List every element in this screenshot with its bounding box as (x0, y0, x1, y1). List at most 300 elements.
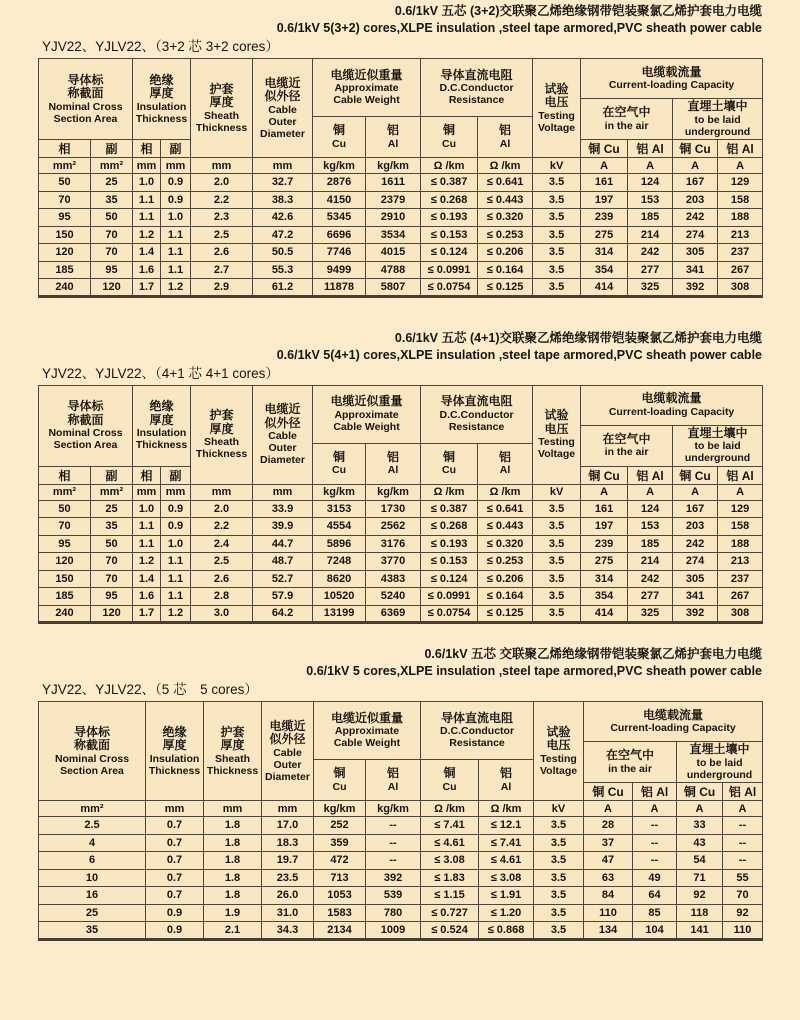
table-cell: 6369 (366, 605, 421, 623)
col-header-weight: 电缆近似重量 Approximate Cable Weight (313, 59, 421, 117)
unit-cell: A (723, 801, 763, 817)
section1-model-line: YJV22、YJLV22、（3+2 芯 3+2 cores） (42, 39, 279, 54)
table-cell: 85 (633, 904, 677, 922)
table-cell: ≤ 0.206 (478, 244, 533, 262)
unit-cell: A (677, 801, 723, 817)
table-cell: ≤ 0.253 (478, 553, 533, 571)
table-cell: 1.8 (204, 869, 262, 887)
table-cell: 167 (673, 174, 718, 192)
table-cell: 392 (366, 869, 421, 887)
table-cell: 414 (581, 279, 628, 297)
table-cell: 95 (91, 261, 133, 279)
table-cell: 197 (581, 191, 628, 209)
table-cell: 1053 (314, 887, 366, 905)
table-cell: -- (723, 834, 763, 852)
col-header-resistance-cu: 铜 Cu (421, 760, 479, 801)
unit-cell: mm (253, 484, 313, 500)
table-cell: ≤ 0.320 (478, 209, 533, 227)
table-cell: 63 (584, 869, 633, 887)
col-header-und-al: 铝 Al (718, 466, 763, 484)
col-header-aux: 副 (161, 466, 191, 484)
table-cell: 3.5 (534, 887, 584, 905)
table-cell: 158 (718, 518, 763, 536)
table-cell: 2.0 (191, 174, 253, 192)
table-row (39, 817, 763, 835)
col-header-und-al: 铝 Al (718, 140, 763, 158)
table-cell: 305 (673, 570, 718, 588)
spec-table-5cores (38, 701, 763, 941)
table-cell: 37 (584, 834, 633, 852)
table-cell: 197 (581, 518, 628, 536)
table-cell: ≤ 1.15 (421, 887, 479, 905)
table-cell: 124 (628, 174, 673, 192)
unit-cell: kg/km (366, 801, 421, 817)
table-cell: ≤ 3.08 (479, 869, 534, 887)
table-cell: 84 (584, 887, 633, 905)
table-cell: 2.5 (191, 226, 253, 244)
col-header-resistance: 导体直流电阻 D.C.Conductor Resistance (421, 59, 533, 117)
table-cell: ≤ 0.727 (421, 904, 479, 922)
col-header-air-cu: 铜 Cu (581, 140, 628, 158)
col-header-outer-diameter: 电缆近 似外径 Cable Outer Diameter (262, 702, 314, 801)
table-cell: 0.9 (161, 500, 191, 518)
unit-cell: kg/km (313, 484, 366, 500)
table-cell: 308 (718, 279, 763, 297)
table-cell: 1.1 (133, 191, 161, 209)
table-row (39, 279, 763, 297)
table-cell: 3.5 (533, 209, 581, 227)
table-row (39, 605, 763, 623)
table-cell: 2876 (313, 174, 366, 192)
table-cell: 0.7 (146, 887, 204, 905)
table-cell: 539 (366, 887, 421, 905)
table-cell: 240 (39, 605, 91, 623)
col-header-insulation: 绝缘 厚度 Insulation Thickness (146, 702, 204, 801)
table-cell: 314 (581, 244, 628, 262)
table-cell: 47.2 (253, 226, 313, 244)
table-cell: 3.5 (534, 852, 584, 870)
col-header-underground: 直埋土壤中 to be laid underground (673, 425, 763, 466)
table-cell: 35 (91, 518, 133, 536)
table-cell: 6 (39, 852, 146, 870)
table-cell: ≤ 0.193 (421, 209, 478, 227)
table-cell: 2.3 (191, 209, 253, 227)
table-cell: 7746 (313, 244, 366, 262)
unit-cell: A (581, 158, 628, 174)
table-cell: 3.5 (533, 226, 581, 244)
table-cell: 1.1 (161, 588, 191, 606)
table-cell: 44.7 (253, 535, 313, 553)
table-cell: 0.9 (161, 518, 191, 536)
unit-cell: Ω /km (478, 484, 533, 500)
col-header-air-cu: 铜 Cu (581, 466, 628, 484)
col-header-weight: 电缆近似重量 Approximate Cable Weight (314, 702, 421, 760)
col-header-phase: 相 (39, 466, 91, 484)
table-cell: 150 (39, 226, 91, 244)
table-cell: 185 (39, 261, 91, 279)
col-header-phase: 相 (39, 140, 91, 158)
table-cell: 1.7 (133, 279, 161, 297)
unit-cell: kg/km (366, 484, 421, 500)
table-cell: 6696 (313, 226, 366, 244)
table-cell: 3770 (366, 553, 421, 571)
table-cell: 49 (633, 869, 677, 887)
table-cell: 3.5 (533, 174, 581, 192)
table-cell: ≤ 0.0754 (421, 279, 478, 297)
table-cell: 2.7 (191, 261, 253, 279)
table-cell: 50.5 (253, 244, 313, 262)
table-cell: 3.5 (533, 588, 581, 606)
table-cell: 274 (673, 553, 718, 571)
table-cell: 26.0 (262, 887, 314, 905)
col-header-nominal: 导体标 称截面 Nominal Cross Section Area (39, 385, 133, 466)
table-cell: ≤ 0.193 (421, 535, 478, 553)
table-row (39, 834, 763, 852)
table-cell: 34.3 (262, 922, 314, 940)
table-cell: 55 (723, 869, 763, 887)
table-cell: 134 (584, 922, 633, 940)
table-cell: 1.8 (204, 817, 262, 835)
table-cell: 32.7 (253, 174, 313, 192)
table-cell: ≤ 0.443 (478, 518, 533, 536)
table-cell: 33 (677, 817, 723, 835)
table-cell: -- (633, 852, 677, 870)
table-cell: 5807 (366, 279, 421, 297)
table-cell: ≤ 0.164 (478, 261, 533, 279)
table-cell: 3.5 (533, 279, 581, 297)
col-header-resistance-al: 铝 Al (478, 117, 533, 158)
table-cell: 0.9 (146, 904, 204, 922)
table-cell: ≤ 0.320 (478, 535, 533, 553)
table-cell: 70 (723, 887, 763, 905)
table-cell: 42.6 (253, 209, 313, 227)
table-cell: 1.8 (204, 834, 262, 852)
col-header-weight-al: 铝 Al (366, 443, 421, 484)
table-row (39, 904, 763, 922)
table-cell: 54 (677, 852, 723, 870)
table-cell: 5240 (366, 588, 421, 606)
table-cell: 16 (39, 887, 146, 905)
unit-cell: A (584, 801, 633, 817)
unit-cell: mm (161, 158, 191, 174)
table-cell: 213 (718, 226, 763, 244)
table-cell: 392 (673, 279, 718, 297)
table-row (39, 191, 763, 209)
table-cell: 2.5 (39, 817, 146, 835)
unit-cell: kV (534, 801, 584, 817)
table-row (39, 261, 763, 279)
table-cell: 1.0 (133, 500, 161, 518)
table-cell: 4 (39, 834, 146, 852)
table-cell: 277 (628, 588, 673, 606)
table-row (39, 922, 763, 940)
unit-cell: mm (253, 158, 313, 174)
table-cell: 150 (39, 570, 91, 588)
table-cell: 35 (91, 191, 133, 209)
table-cell: 4788 (366, 261, 421, 279)
table-cell: 124 (628, 500, 673, 518)
section2-title-en: 0.6/1kV 5(4+1) cores,XLPE insulation ,steel tape armored,PVC sheath power cable (276, 347, 762, 362)
table-cell: 242 (628, 244, 673, 262)
table-cell: 354 (581, 588, 628, 606)
table-cell: 64.2 (253, 605, 313, 623)
table-cell: 167 (673, 500, 718, 518)
col-header-outer-diameter: 电缆近 似外径 Cable Outer Diameter (253, 385, 313, 484)
table-cell: ≤ 0.125 (478, 605, 533, 623)
table-cell: ≤ 0.124 (421, 244, 478, 262)
table-cell: 129 (718, 174, 763, 192)
unit-cell: kV (533, 158, 581, 174)
table-row (39, 174, 763, 192)
table-cell: 52.7 (253, 570, 313, 588)
table-cell: ≤ 1.83 (421, 869, 479, 887)
table-cell: 242 (628, 570, 673, 588)
unit-cell: A (718, 484, 763, 500)
table-cell: 17.0 (262, 817, 314, 835)
table-cell: 3.5 (533, 191, 581, 209)
unit-cell: kV (533, 484, 581, 500)
table-cell: 414 (581, 605, 628, 623)
table-cell: 1.2 (133, 553, 161, 571)
table-cell: ≤ 0.125 (478, 279, 533, 297)
unit-cell: mm (191, 158, 253, 174)
unit-cell: mm (204, 801, 262, 817)
table-cell: ≤ 0.443 (478, 191, 533, 209)
table-cell: 1.8 (204, 887, 262, 905)
table-cell: ≤ 0.524 (421, 922, 479, 940)
table-cell: ≤ 1.20 (479, 904, 534, 922)
unit-cell: kg/km (314, 801, 366, 817)
table-cell: 275 (581, 226, 628, 244)
col-header-resistance-cu: 铜 Cu (421, 117, 478, 158)
table-cell: 780 (366, 904, 421, 922)
table-cell: 1.8 (204, 852, 262, 870)
table-cell: ≤ 7.41 (479, 834, 534, 852)
unit-cell: kg/km (366, 158, 421, 174)
table-cell: -- (723, 852, 763, 870)
table-cell: 341 (673, 588, 718, 606)
table-cell: 92 (723, 904, 763, 922)
table-cell: 50 (39, 174, 91, 192)
col-header-weight: 电缆近似重量 Approximate Cable Weight (313, 385, 421, 443)
table-cell: ≤ 0.153 (421, 226, 478, 244)
unit-cell: mm² (91, 158, 133, 174)
table-cell: 2379 (366, 191, 421, 209)
col-header-phase: 相 (133, 140, 161, 158)
table-cell: 118 (677, 904, 723, 922)
table-cell: 3.5 (533, 500, 581, 518)
col-header-sheath: 护套 厚度 Sheath Thickness (204, 702, 262, 801)
unit-cell: mm (191, 484, 253, 500)
table-cell: 33.9 (253, 500, 313, 518)
table-cell: 10520 (313, 588, 366, 606)
col-header-underground: 直埋土壤中 to be laid underground (673, 99, 763, 140)
table-row (39, 500, 763, 518)
table-cell: ≤ 0.164 (478, 588, 533, 606)
table-cell: 3.5 (533, 553, 581, 571)
unit-cell: A (673, 158, 718, 174)
table-cell: 2.1 (204, 922, 262, 940)
unit-cell: mm² (39, 484, 91, 500)
table-cell: 3.5 (534, 922, 584, 940)
table-cell: 61.2 (253, 279, 313, 297)
section1-title-zh: 0.6/1kV 五芯 (3+2)交联聚乙烯绝缘钢带铠装聚氯乙烯护套电力电缆 (394, 4, 762, 18)
table-cell: 25 (91, 500, 133, 518)
col-header-resistance-al: 铝 Al (479, 760, 534, 801)
table-cell: 1.2 (161, 279, 191, 297)
table-cell: 0.9 (146, 922, 204, 940)
table-cell: 23.5 (262, 869, 314, 887)
table-cell: 214 (628, 553, 673, 571)
table-cell: ≤ 0.641 (478, 174, 533, 192)
table-cell: 1.4 (133, 570, 161, 588)
table-cell: 39.9 (253, 518, 313, 536)
table-cell: 48.7 (253, 553, 313, 571)
table-cell: 120 (39, 553, 91, 571)
table-cell: 8620 (313, 570, 366, 588)
table-cell: 31.0 (262, 904, 314, 922)
table-cell: ≤ 0.387 (421, 174, 478, 192)
table-cell: 50 (91, 209, 133, 227)
table-cell: 185 (628, 535, 673, 553)
table-cell: 3.5 (533, 535, 581, 553)
table-cell: 325 (628, 279, 673, 297)
table-cell: ≤ 0.868 (479, 922, 534, 940)
section2-model-line: YJV22、YJLV22、（4+1 芯 4+1 cores） (42, 365, 279, 381)
unit-cell: mm (133, 158, 161, 174)
table-cell: 95 (39, 209, 91, 227)
table-cell: 188 (718, 209, 763, 227)
section2-title-zh: 0.6/1kV 五芯 (4+1)交联聚乙烯绝缘钢带铠装聚氯乙烯护套电力电缆 (394, 330, 762, 345)
spec-table-3plus2 (38, 58, 763, 298)
table-cell: 70 (91, 570, 133, 588)
col-header-testing-voltage: 试验 电压 Testing Voltage (533, 385, 581, 484)
table-cell: 5896 (313, 535, 366, 553)
table-cell: 110 (723, 922, 763, 940)
table-cell: 1.1 (161, 226, 191, 244)
col-header-air-cu: 铜 Cu (584, 783, 633, 801)
table-cell: 4150 (313, 191, 366, 209)
table-cell: 70 (39, 518, 91, 536)
unit-cell: mm (133, 484, 161, 500)
table-cell: ≤ 0.641 (478, 500, 533, 518)
table-cell: 1.2 (161, 605, 191, 623)
table-cell: 0.9 (161, 191, 191, 209)
table-cell: 213 (718, 553, 763, 571)
table-cell: 18.3 (262, 834, 314, 852)
table-cell: ≤ 0.387 (421, 500, 478, 518)
table-cell: 2.4 (191, 535, 253, 553)
col-header-air-al: 铝 Al (628, 466, 673, 484)
unit-cell: mm (146, 801, 204, 817)
col-header-resistance: 导体直流电阻 D.C.Conductor Resistance (421, 702, 534, 760)
table-cell: ≤ 0.0991 (421, 261, 478, 279)
unit-cell: Ω /km (478, 158, 533, 174)
table-cell: 104 (633, 922, 677, 940)
table-cell: 1.1 (161, 261, 191, 279)
table-row (39, 535, 763, 553)
unit-cell: mm² (91, 484, 133, 500)
col-header-in-air: 在空气中 in the air (581, 425, 673, 466)
col-header-aux: 副 (91, 466, 133, 484)
table-cell: 35 (39, 922, 146, 940)
table-row (39, 244, 763, 262)
table-cell: 392 (673, 605, 718, 623)
table-cell: 38.3 (253, 191, 313, 209)
table-cell: 3.5 (534, 869, 584, 887)
table-cell: 1009 (366, 922, 421, 940)
table-cell: ≤ 3.08 (421, 852, 479, 870)
table-cell: 214 (628, 226, 673, 244)
table-cell: 237 (718, 244, 763, 262)
table-cell: 185 (628, 209, 673, 227)
table-cell: 28 (584, 817, 633, 835)
table-cell: -- (366, 817, 421, 835)
table-row (39, 869, 763, 887)
table-cell: 0.7 (146, 869, 204, 887)
table-cell: 95 (39, 535, 91, 553)
table-cell: ≤ 1.91 (479, 887, 534, 905)
table-cell: 3.0 (191, 605, 253, 623)
section1-title-en: 0.6/1kV 5(3+2) cores,XLPE insulation ,steel tape armored,PVC sheath power cable (276, 21, 762, 35)
table-cell: 158 (718, 191, 763, 209)
section3-title-en: 0.6/1kV 5 cores,XLPE insulation ,steel tape armored,PVC sheath power cable (306, 664, 762, 678)
unit-cell: A (673, 484, 718, 500)
table-cell: 240 (39, 279, 91, 297)
table-cell: 3176 (366, 535, 421, 553)
table-cell: ≤ 0.268 (421, 518, 478, 536)
col-header-weight-cu: 铜 Cu (313, 443, 366, 484)
table-cell: 70 (39, 191, 91, 209)
table-cell: 25 (39, 904, 146, 922)
col-header-weight-cu: 铜 Cu (314, 760, 366, 801)
table-cell: 47 (584, 852, 633, 870)
table-cell: 153 (628, 518, 673, 536)
col-header-capacity: 电缆载流量 Current-loading Capacity (584, 702, 763, 742)
table-cell: ≤ 0.153 (421, 553, 478, 571)
col-header-aux: 副 (161, 140, 191, 158)
table-cell: 2.6 (191, 244, 253, 262)
col-header-und-cu: 铜 Cu (673, 466, 718, 484)
table-cell: 1.6 (133, 588, 161, 606)
table-cell: 472 (314, 852, 366, 870)
table-cell: 57.9 (253, 588, 313, 606)
table-cell: 2.0 (191, 500, 253, 518)
col-header-testing-voltage: 试验 电压 Testing Voltage (533, 59, 581, 158)
table-cell: 359 (314, 834, 366, 852)
table-cell: -- (366, 834, 421, 852)
table-cell: 4015 (366, 244, 421, 262)
col-header-weight-al: 铝 Al (366, 117, 421, 158)
table-row (39, 588, 763, 606)
table-cell: 1.0 (161, 535, 191, 553)
table-cell: ≤ 7.41 (421, 817, 479, 835)
table-cell: 2.5 (191, 553, 253, 571)
col-header-underground: 直埋土壤中 to be laid underground (677, 742, 763, 783)
table-cell: ≤ 0.0754 (421, 605, 478, 623)
table-cell: 120 (39, 244, 91, 262)
table-cell: 239 (581, 209, 628, 227)
col-header-sheath: 护套 厚度 Sheath Thickness (191, 385, 253, 484)
table-cell: 19.7 (262, 852, 314, 870)
table-cell: 242 (673, 209, 718, 227)
unit-cell: Ω /km (479, 801, 534, 817)
unit-cell: A (628, 158, 673, 174)
table-cell: 5345 (313, 209, 366, 227)
unit-cell: mm (161, 484, 191, 500)
table-cell: -- (366, 852, 421, 870)
table-cell: 161 (581, 174, 628, 192)
